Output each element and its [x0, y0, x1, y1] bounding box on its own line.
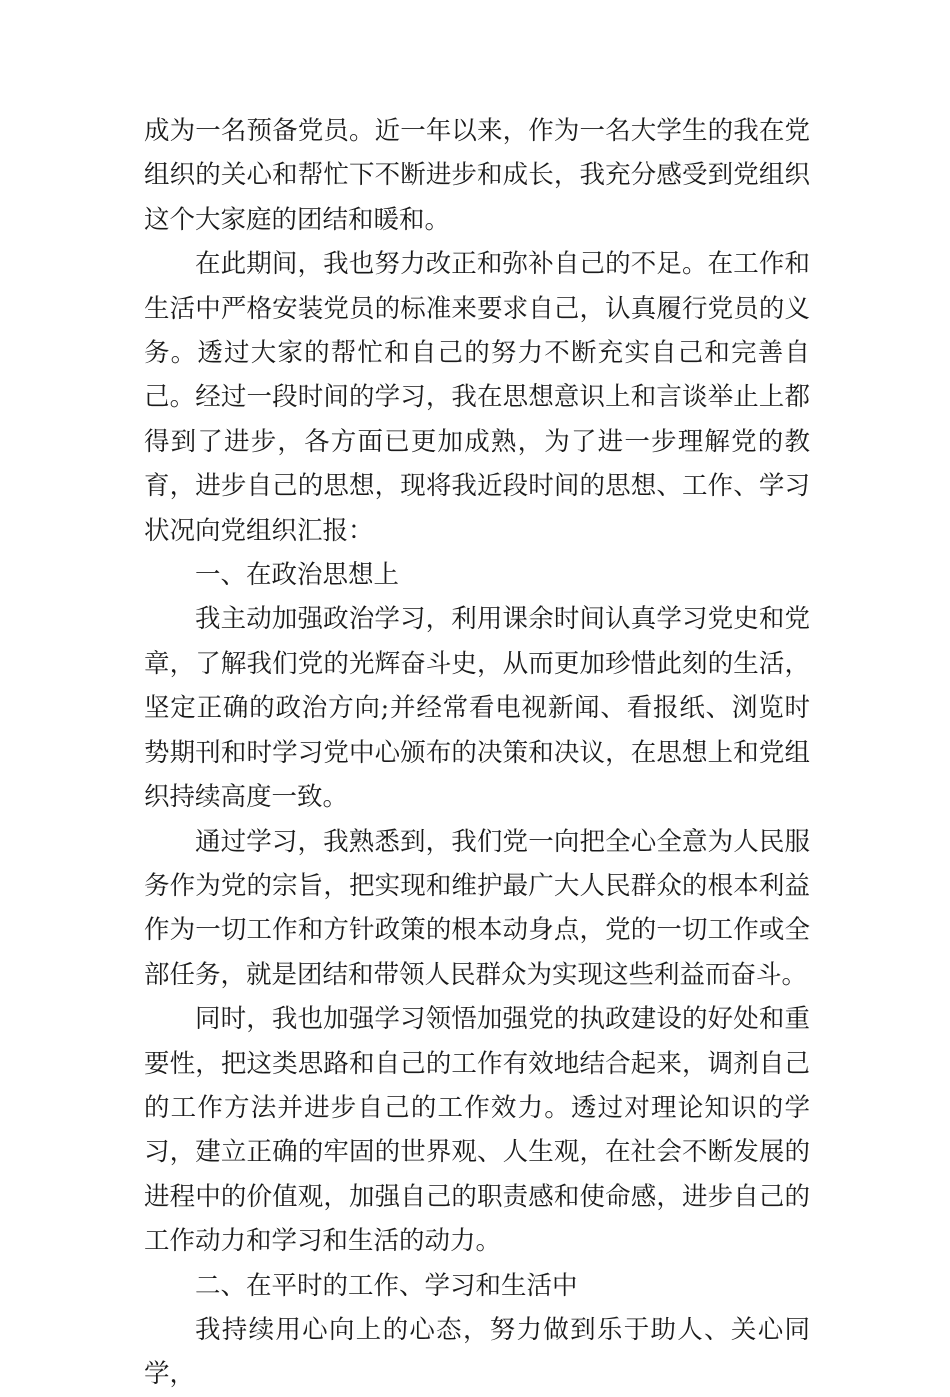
section-heading-daily-life: 二、在平时的工作、学习和生活中: [195, 1270, 578, 1301]
paragraph-continuation: 成为一名预备党员。近一年以来，作为一名大学生的我在党组织的关心和帮忙下不断进步和成长，我充分感受到党组织这个大家庭的团结和暖和。: [144, 116, 810, 235]
section-heading-political-thought: 一、在政治思想上: [195, 560, 400, 591]
paragraph-political-study: 我主动加强政治学习，利用课余时间认真学习党史和党章，了解我们党的光辉奋斗史，从而更加珍惜此刻的生活，坚定正确的政治方向;并经常看电视新闻、看报纸、浏览时势期刊和时学习党中心颁布的决策和决议，在思想上和党组织持续高度一致。: [144, 604, 810, 813]
paragraph-party-purpose: 通过学习，我熟悉到，我们党一向把全心全意为人民服务作为党的宗旨，把实现和维护最广大人民群众的根本利益作为一切工作和方针政策的根本动身点，党的一切工作或全部任务，就是团结和带领人民群众为实现这些利益而奋斗。: [144, 826, 810, 990]
paragraph-governance-study: 同时，我也加强学习领悟加强党的执政建设的好处和重要性，把这类思路和自己的工作有效地结合起来，调剂自己的工作方法并进步自己的工作效力。透过对理论知识的学习，建立正确的牢固的世界观、人生观，在社会不断发展的进程中的价值观，加强自己的职责感和使命感，进步自己的工作动力和学习和生活的动力。: [144, 1004, 810, 1257]
paragraph-positive-attitude: 我持续用心向上的心态，努力做到乐于助人、关心同学，: [144, 1314, 810, 1390]
paragraph-self-improvement: 在此期间，我也努力改正和弥补自己的不足。在工作和生活中严格安装党员的标准来要求自己，认真履行党员的义务。透过大家的帮忙和自己的努力不断充实自己和完善自己。经过一段时间的学习，我在思想意识上和言谈举止上都得到了进步，各方面已更加成熟，为了进一步理解党的教育，进步自己的思想，现将我近段时间的思想、工作、学习状况向党组织汇报：: [144, 249, 810, 546]
document-body: [144, 109, 810, 1397]
